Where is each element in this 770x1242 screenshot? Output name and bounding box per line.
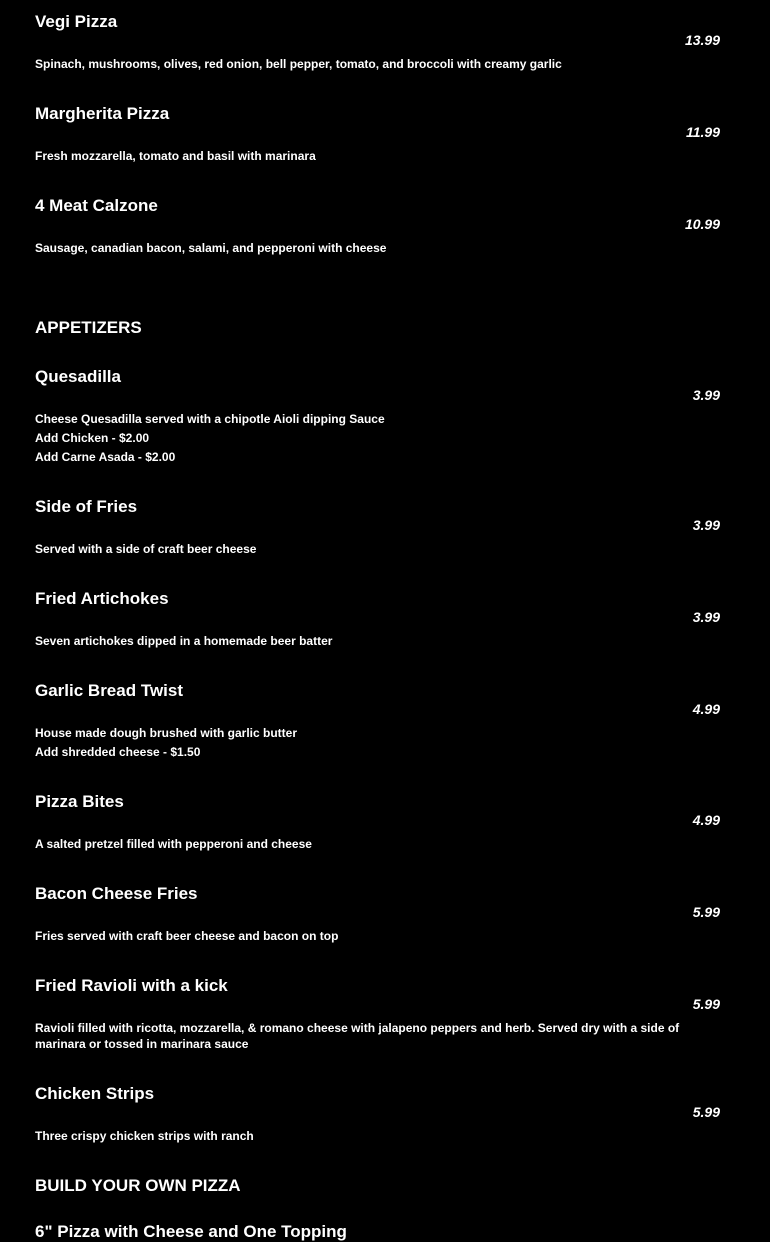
- description-line: Ravioli filled with ricotta, mozzarella, & romano cheese with jalapeno peppers and herb. Served dry with a side of marinara or tossed in marinara sauce: [35, 1021, 680, 1051]
- item-description: [35, 928, 690, 947]
- menu-item: [35, 12, 725, 71]
- item-description: [35, 411, 690, 468]
- item-price: 11.99: [686, 124, 720, 140]
- item-name: Margherita Pizza: [35, 104, 170, 123]
- menu-item: [35, 976, 725, 1051]
- item-name: Vegi Pizza: [35, 12, 118, 31]
- item-description: [35, 1128, 690, 1147]
- item-price: 3.99: [692, 517, 720, 533]
- description-line: Three crispy chicken strips with ranch: [35, 1129, 254, 1143]
- item-price: 4.99: [692, 812, 720, 828]
- menu-item: [35, 792, 725, 851]
- item-price: 5.99: [692, 996, 720, 1012]
- item-price: 10.99: [684, 216, 720, 232]
- description-line: Seven artichokes dipped in a homemade beer batter: [35, 634, 333, 648]
- item-name: Pizza Bites: [35, 792, 124, 811]
- description-line: Add shredded cheese - $1.50: [35, 745, 201, 759]
- menu-item: [35, 196, 725, 255]
- menu-item: [35, 1084, 725, 1143]
- item-price: 3.99: [692, 609, 720, 625]
- item-name: Chicken Strips: [35, 1084, 155, 1103]
- item-description: [35, 725, 690, 763]
- item-name: 4 Meat Calzone: [35, 196, 158, 215]
- description-line: Spinach, mushrooms, olives, red onion, bell pepper, tomato, and broccoli with creamy garlic: [35, 57, 562, 71]
- item-name: 6" Pizza with Cheese and One Topping: [35, 1222, 347, 1241]
- item-description: [35, 240, 690, 259]
- description-line: Fresh mozzarella, tomato and basil with marinara: [35, 149, 316, 163]
- description-line: Sausage, canadian bacon, salami, and pepperoni with cheese: [35, 241, 387, 255]
- section-title-build-your-own: BUILD YOUR OWN PIZZA: [35, 1176, 241, 1195]
- menu-item: [35, 367, 725, 464]
- description-line: Add Chicken - $2.00: [35, 431, 150, 445]
- item-description: [35, 836, 690, 855]
- description-line: Cheese Quesadilla served with a chipotle Aioli dipping Sauce: [35, 412, 385, 426]
- menu-item: [35, 681, 725, 759]
- menu-item: [35, 884, 725, 943]
- item-price: 13.99: [684, 32, 720, 48]
- item-description: [35, 148, 690, 167]
- item-name: Side of Fries: [35, 497, 138, 516]
- item-name: Bacon Cheese Fries: [35, 884, 198, 903]
- section-title-appetizers: APPETIZERS: [35, 318, 142, 337]
- menu-item: [35, 589, 725, 648]
- menu-item: [35, 497, 725, 556]
- item-description: [35, 56, 690, 75]
- description-line: House made dough brushed with garlic butter: [35, 726, 298, 740]
- item-price: 3.99: [692, 387, 720, 403]
- item-name: Garlic Bread Twist: [35, 681, 184, 700]
- item-name: Quesadilla: [35, 367, 121, 386]
- item-description: [35, 541, 690, 560]
- menu-item: [35, 1222, 725, 1242]
- item-name: Fried Ravioli with a kick: [35, 976, 228, 995]
- item-price: 5.99: [692, 904, 720, 920]
- description-line: Add Carne Asada - $2.00: [35, 450, 176, 464]
- description-line: Fries served with craft beer cheese and bacon on top: [35, 929, 339, 943]
- menu-item: [35, 104, 725, 163]
- item-description: [35, 633, 690, 652]
- description-line: Served with a side of craft beer cheese: [35, 542, 257, 556]
- item-description: [35, 1020, 690, 1055]
- item-price: 5.99: [692, 1104, 720, 1120]
- item-price: 4.99: [692, 701, 720, 717]
- description-line: A salted pretzel filled with pepperoni and cheese: [35, 837, 312, 851]
- item-name: Fried Artichokes: [35, 589, 169, 608]
